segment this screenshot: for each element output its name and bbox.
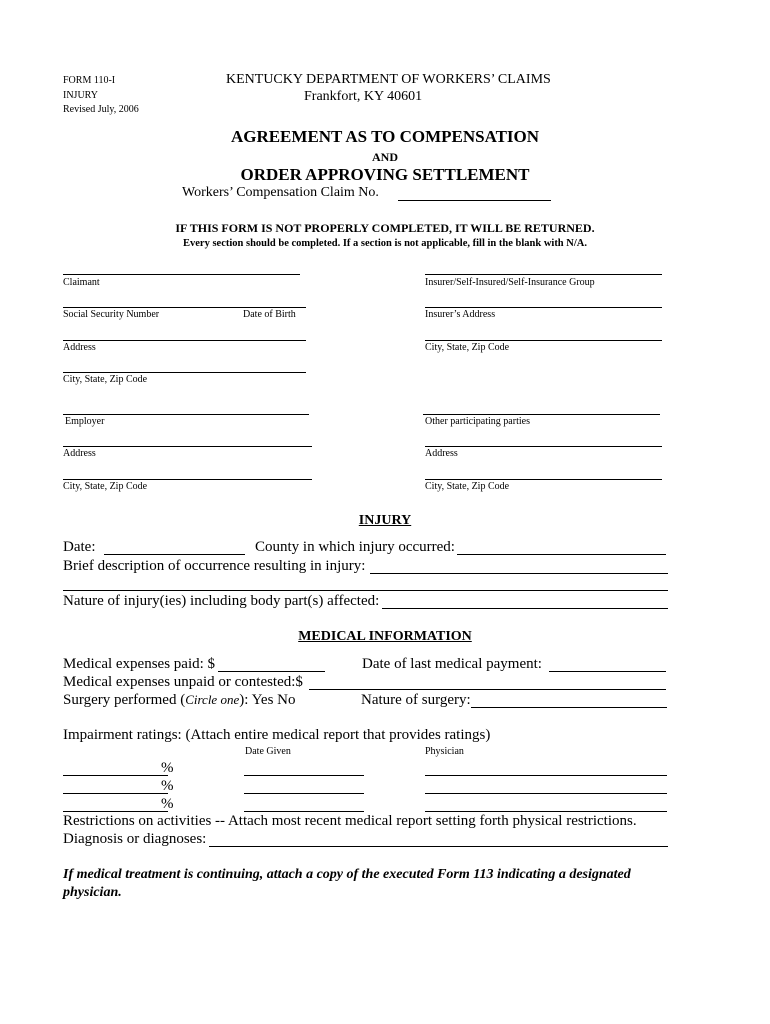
last-payment-field[interactable] xyxy=(549,671,666,672)
percent-sign-3: % xyxy=(161,796,174,812)
employer-csz-field[interactable] xyxy=(63,479,312,480)
insurer-label: Insurer/Self-Insured/Self-Insurance Group xyxy=(425,277,595,288)
other-address-field[interactable] xyxy=(425,446,662,447)
date-given-field-2[interactable] xyxy=(244,793,364,794)
claimant-csz-label: City, State, Zip Code xyxy=(63,374,148,385)
injury-date-label: Date: xyxy=(63,539,96,555)
last-payment-label: Date of last medical payment: xyxy=(362,656,542,672)
injury-nature-field[interactable] xyxy=(382,608,668,609)
department-city: Frankfort, KY 40601 xyxy=(304,89,423,104)
diagnosis-label: Diagnosis or diagnoses: xyxy=(63,831,207,847)
department-name: KENTUCKY DEPARTMENT OF WORKERS’ CLAIMS xyxy=(226,72,551,87)
injury-county-label: County in which injury occurred: xyxy=(255,539,455,555)
rating-field-1[interactable] xyxy=(63,775,168,776)
impairment-label: Impairment ratings: (Attach entire medical report that provides ratings) xyxy=(63,727,491,743)
continuing-treatment-note: If medical treatment is continuing, attach a copy of the executed Form 113 indicating a designated physician. xyxy=(63,867,631,900)
claimant-address-label: Address xyxy=(63,342,96,353)
surgery-performed[interactable] xyxy=(63,692,295,709)
injury-description-field[interactable] xyxy=(370,573,668,574)
physician-label: Physician xyxy=(425,746,464,757)
claimant-label: Claimant xyxy=(63,277,100,288)
injury-description-label: Brief description of occurrence resulting in injury: xyxy=(63,558,366,574)
other-csz-label: City, State, Zip Code xyxy=(425,481,510,492)
surgery-prefix: Surgery performed ( xyxy=(63,692,186,708)
insurer-csz-label: City, State, Zip Code xyxy=(425,342,510,353)
other-parties-field[interactable] xyxy=(423,414,660,415)
insurer-csz-field[interactable] xyxy=(425,340,662,341)
insurer-address-label: Insurer’s Address xyxy=(425,309,496,320)
dob-label: Date of Birth xyxy=(243,309,296,320)
nature-surgery-field[interactable] xyxy=(471,707,667,708)
claimant-field[interactable] xyxy=(63,274,300,275)
restrictions-text: Restrictions on activities -- Attach most recent medical report setting forth physical restrictions. xyxy=(63,813,637,829)
other-parties-label: Other participating parties xyxy=(425,416,530,427)
notice-returned: IF THIS FORM IS NOT PROPERLY COMPLETED, IT WILL BE RETURNED. xyxy=(175,221,595,235)
insurer-address-field[interactable] xyxy=(425,307,662,308)
diagnosis-field[interactable] xyxy=(209,846,668,847)
rating-field-3[interactable] xyxy=(63,811,168,812)
employer-label: Employer xyxy=(65,416,105,427)
medical-paid-field[interactable] xyxy=(218,671,325,672)
ssn-dob-field[interactable] xyxy=(63,307,306,308)
other-csz-field[interactable] xyxy=(425,479,662,480)
injury-county-field[interactable] xyxy=(457,554,666,555)
form-type: INJURY xyxy=(63,90,99,101)
injury-heading: INJURY xyxy=(358,513,412,528)
notice-instructions: Every section should be completed. If a section is not applicable, fill in the blank with N/A. xyxy=(183,238,587,249)
other-address-label: Address xyxy=(425,448,458,459)
claimant-csz-field[interactable] xyxy=(63,372,306,373)
claim-number-label: Workers’ Compensation Claim No. xyxy=(182,185,379,200)
physician-field-1[interactable] xyxy=(425,775,667,776)
medical-unpaid-label: Medical expenses unpaid or contested:$ xyxy=(63,674,303,690)
employer-field[interactable] xyxy=(63,414,309,415)
percent-sign-1: % xyxy=(161,760,174,776)
injury-date-field[interactable] xyxy=(104,554,245,555)
medical-paid-label: Medical expenses paid: $ xyxy=(63,656,216,672)
medical-heading: MEDICAL INFORMATION xyxy=(298,629,472,644)
nature-surgery-label: Nature of surgery: xyxy=(361,692,471,708)
date-given-field-3[interactable] xyxy=(244,811,364,812)
insurer-field[interactable] xyxy=(425,274,662,275)
employer-csz-label: City, State, Zip Code xyxy=(63,481,148,492)
revision-date: Revised July, 2006 xyxy=(63,104,139,115)
date-given-label: Date Given xyxy=(245,746,291,757)
percent-sign-2: % xyxy=(161,778,174,794)
claimant-address-field[interactable] xyxy=(63,340,306,341)
ssn-label: Social Security Number xyxy=(63,309,160,320)
title-order: ORDER APPROVING SETTLEMENT xyxy=(240,165,530,184)
injury-description-field-2[interactable] xyxy=(63,590,668,591)
employer-address-field[interactable] xyxy=(63,446,312,447)
title-agreement: AGREEMENT AS TO COMPENSATION xyxy=(230,127,540,146)
surgery-suffix: ): Yes No xyxy=(239,692,296,708)
injury-nature-label: Nature of injury(ies) including body part(s) affected: xyxy=(63,593,380,609)
rating-field-2[interactable] xyxy=(63,793,168,794)
form-number: FORM 110-I xyxy=(63,75,116,86)
title-and: AND xyxy=(372,150,398,164)
physician-field-2[interactable] xyxy=(425,793,667,794)
date-given-field-1[interactable] xyxy=(244,775,364,776)
medical-unpaid-field[interactable] xyxy=(309,689,666,690)
employer-address-label: Address xyxy=(63,448,96,459)
physician-field-3[interactable] xyxy=(425,811,667,812)
claim-number-field[interactable] xyxy=(398,200,551,201)
circle-one-hint: Circle one xyxy=(185,692,240,707)
